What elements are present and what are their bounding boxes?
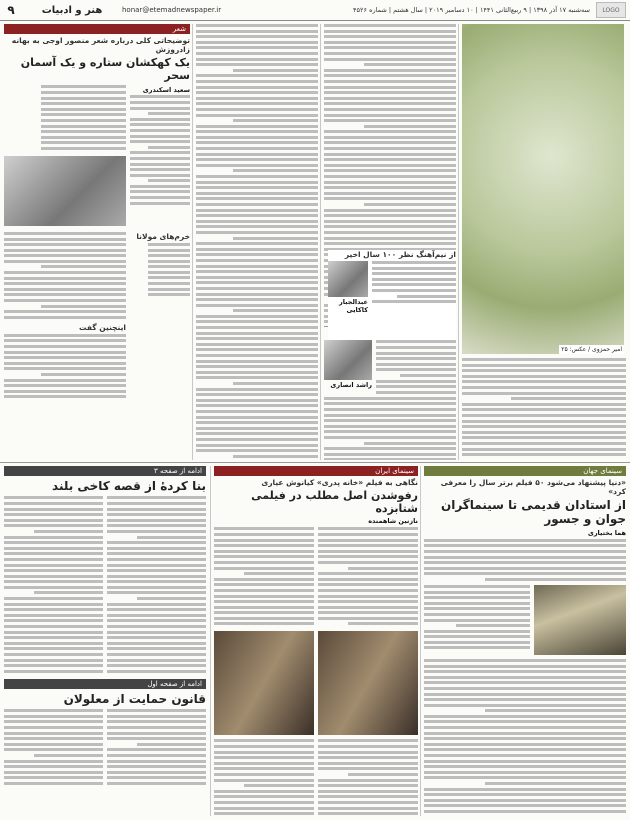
section-kicker: ادامه از صفحه اول <box>4 679 206 689</box>
section-kicker: ادامه از صفحه ۳ <box>4 466 206 476</box>
section-kicker: سینمای جهان <box>424 466 626 476</box>
feature-title[interactable]: از نیم‌آهنگ نظر ۱۰۰ سال اخیر <box>344 250 456 259</box>
section-kicker: سینمای ایران <box>214 466 418 476</box>
film-still-photo <box>214 631 314 735</box>
essay-column <box>196 24 318 460</box>
article-headline[interactable]: رفوشدن اصل مطلب در فیلمی شتابزده <box>251 489 418 516</box>
section-title: هنر و ادبیات <box>41 4 103 16</box>
column-divider <box>320 24 321 460</box>
section-kicker: شعر <box>4 24 190 34</box>
column-divider <box>210 466 211 816</box>
poem-verses <box>4 85 126 150</box>
article-body <box>130 95 190 204</box>
columnist-name: عبدالجبار کاکایی <box>338 298 368 314</box>
section-divider <box>0 462 630 463</box>
article-author: هما بختیاری <box>587 528 626 537</box>
film-still-photo <box>534 585 626 655</box>
article-headline[interactable]: یک کهکشان ستاره و یک آسمان سحر <box>20 56 190 83</box>
column-divider <box>458 24 459 460</box>
interview-author: راشد انصاری <box>330 381 372 390</box>
column-divider <box>420 466 421 816</box>
iranian-cinema-article <box>214 466 418 816</box>
right-body-text <box>462 358 626 460</box>
dateline: سه‌شنبه ۱۷ آذر ۱۳۹۸ | ۹ ربیع‌الثانی ۱۴۴۱ | ۱۰ دسامبر ۲۰۱۹ | سال هشتم | شماره ۴۵۲۶ <box>353 6 590 14</box>
poet-portrait-photo <box>4 156 126 226</box>
article-overline: توضیحاتی کلی درباره شعر منصور اوجی به بهانه زادروزش <box>11 36 190 54</box>
page-header <box>0 0 630 21</box>
essay-body <box>196 24 318 460</box>
article-headline[interactable]: بنا کردهٔ از قصه کاخی بلند <box>52 479 206 493</box>
article-author: سعید اسکندری <box>142 86 190 95</box>
feature-photo <box>462 24 624 354</box>
author-photo <box>324 340 372 380</box>
poetry-article <box>4 24 190 460</box>
bottom-left-articles <box>4 466 206 816</box>
poem-title: خرم‌های مولانا <box>136 231 190 241</box>
article-headline[interactable]: از استادان قدیمی تا سینماگران جوان و جسور <box>440 498 626 527</box>
article-headline[interactable]: قانون حمایت از معلولان <box>63 691 206 706</box>
film-still-photo <box>318 631 418 735</box>
article-overline: نگاهی به فیلم «خانه پدری» کیانوش عیاری <box>261 478 418 487</box>
world-cinema-article <box>424 466 626 816</box>
interview-column <box>324 24 456 460</box>
columnist-photo <box>328 261 368 297</box>
section-email[interactable]: honar@etemadnewspaper.ir <box>122 6 222 14</box>
newspaper-logo: LOGO <box>596 2 626 18</box>
page-number: ۹ <box>7 3 15 17</box>
photo-caption: امیر حمزوی / عکس: ۲۵ <box>561 346 622 353</box>
article-overline: «دنیا پیشنهاد می‌شود ۵۰ فیلم برتر سال را معرفی کرد» <box>440 478 626 496</box>
sidebar-feature <box>328 250 456 340</box>
article-author: نازنین شاهمنده <box>368 517 418 526</box>
poem-subtitle: اینچنین گفت <box>78 322 126 332</box>
column-divider <box>192 24 193 460</box>
